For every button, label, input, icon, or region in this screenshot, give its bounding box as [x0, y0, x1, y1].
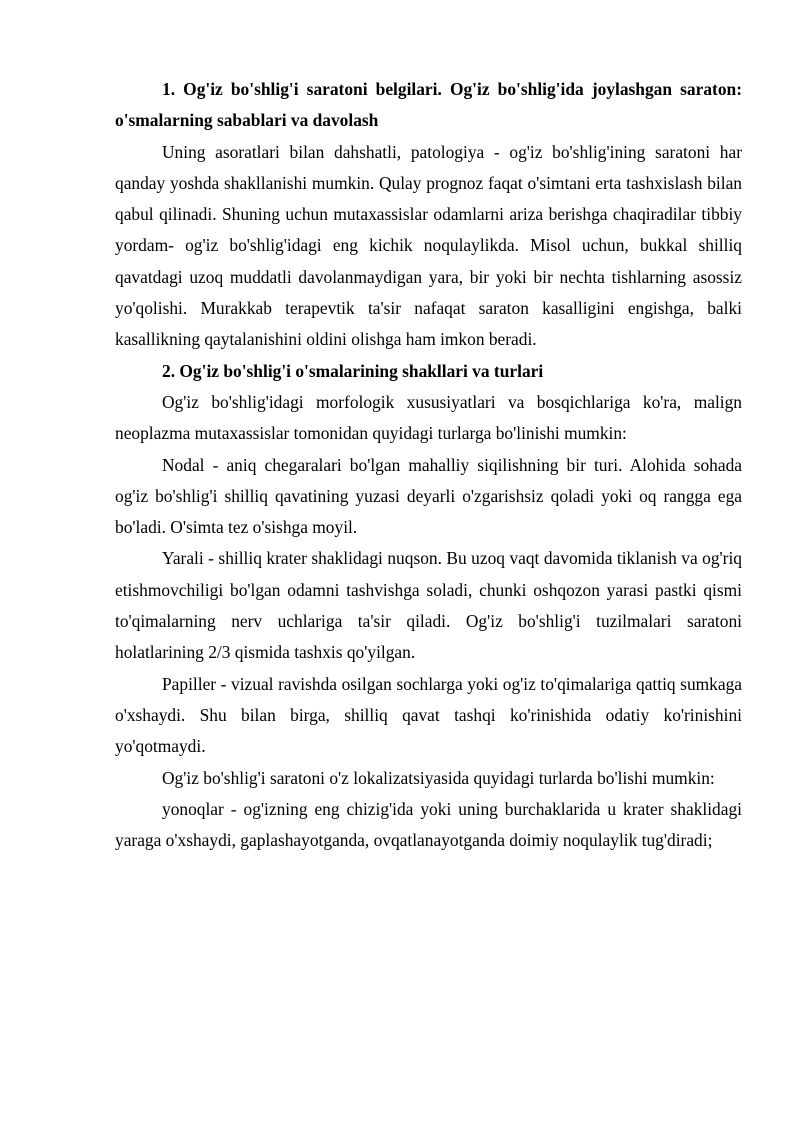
paragraph-intro: Uning asoratlari bilan dahshatli, patologiya - og'iz bo'shlig'ining saratoni har qanday yoshda shakllanishi mumkin. Qulay prognoz faqat o'simtani erta tashxislash bilan qabul qilinadi. Shuning uchun mutaxassislar odamlarni ariza berishga chaqiradilar tibbiy yordam- og'iz bo'shlig'idagi eng kichik noqulaylikda. Misol uchun, bukkal shilliq qavatdagi uzoq muddatli davolanmaydigan yara, bir yoki bir nechta tishlarning asossiz yo'qolishi. Murakkab terapevtik ta'sir nafaqat saraton kasalligini engishga, balki kasallikning qaytalanishini oldini olishga ham imkon beradi.: [115, 141, 742, 350]
paragraph-nodal: Nodal - aniq chegaralari bo'lgan mahalliy siqilishning bir turi. Alohida sohada og'iz bo'shlig'i shilliq qavatining yuzasi deyarli o'zgarishsiz qoladi yoki oq rangga ega bo'ladi. O'simta tez o'sishga moyil.: [115, 454, 742, 538]
paragraph-cheeks: yonoqlar - og'izning eng chizig'ida yoki uning burchaklarida u krater shaklidagi yaraga o'xshaydi, gaplashayotganda, ovqatlanayotganda doimiy noqulaylik tug'diradi;: [115, 798, 742, 851]
paragraph-papillary: Papiller - vizual ravishda osilgan sochlarga yoki og'iz to'qimalariga qattiq sumkaga o'xshaydi. Shu bilan birga, shilliq qavat tashqi ko'rinishida odatiy ko'rinishini yo'qotmaydi.: [115, 673, 742, 757]
section-heading-2: 2. Og'iz bo'shlig'i o'smalarining shakllari va turlari: [162, 360, 544, 381]
paragraph-classification: Og'iz bo'shlig'idagi morfologik xususiyatlari va bosqichlariga ko'ra, malign neoplazma mutaxassislar tomonidan quyidagi turlarga bo'linishi mumkin:: [115, 391, 742, 444]
paragraph-ulcerative: Yarali - shilliq krater shaklidagi nuqson. Bu uzoq vaqt davomida tiklanish va og'riq etishmovchiligi bo'lgan odamni tashvishga soladi, chunki oshqozon yarasi pastki qismi to'qimalarning nerv uchlariga ta'sir qiladi. Og'iz bo'shlig'i tuzilmalari saratoni holatlarining 2/3 qismida tashxis qo'yilgan.: [115, 548, 742, 663]
section-heading-1: 1. Og'iz bo'shlig'i saratoni belgilari. Og'iz bo'shlig'ida joylashgan saraton: o'smalarning sabablari va davolash: [115, 79, 742, 131]
paragraph-localization: Og'iz bo'shlig'i saratoni o'z lokalizatsiyasida quyidagi turlarda bo'lishi mumkin:: [162, 767, 715, 788]
document-page: [115, 74, 742, 856]
